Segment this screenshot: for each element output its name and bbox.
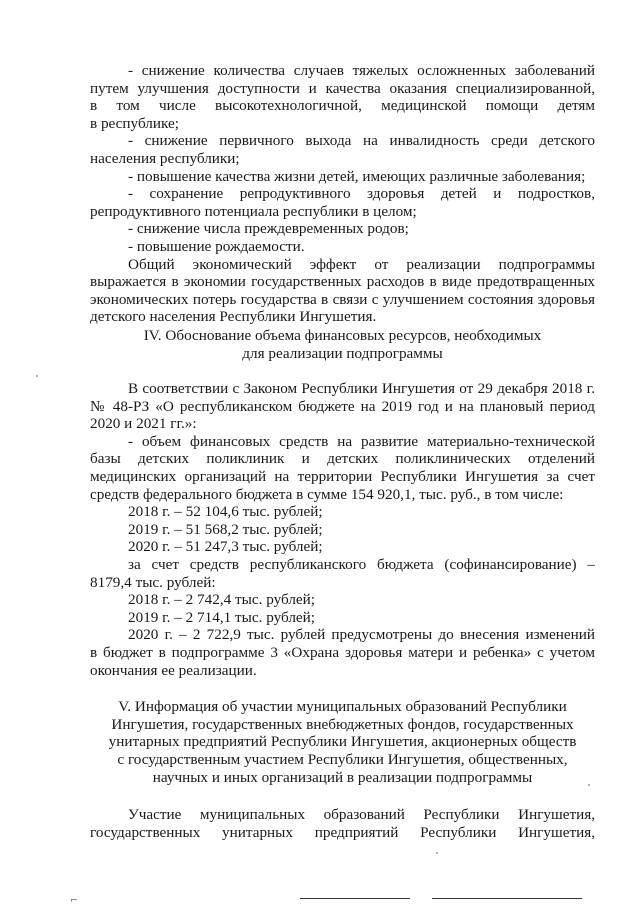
financing-line-1: В соответствии с Законом Республики Ингушетия от 29 декабря 2018 г. [128, 380, 595, 398]
goals-line-3: в том числе высокотехнологичной, медицинской помощи детям [90, 97, 595, 115]
goals-line-15: детского населения Республики Ингушетия. [90, 308, 377, 326]
spacer [90, 786, 595, 806]
goals-line-8: - сохранение репродуктивного здоровья детей и подростков, [128, 185, 595, 203]
financing-line-10: 2020 г. – 51 247,3 тыс. рублей; [128, 538, 323, 556]
spacer [90, 362, 595, 380]
spacer [90, 679, 595, 698]
scan-speck [36, 375, 38, 377]
financing-paragraphs [90, 380, 595, 679]
financing-line-5: базы детских поликлиник и детских поликлинических отделений [90, 450, 595, 468]
financing-line-16: в бюджет в подпрограмме 3 «Охрана здоровья матери и ребенка» с учетом [90, 644, 595, 661]
footer-rule [432, 898, 582, 899]
section-5-title-line-3: унитарных предприятий Республики Ингушетия, акционерных обществ [108, 733, 577, 751]
goals-line-1: - снижение количества случаев тяжелых осложненных заболеваний [128, 62, 595, 79]
goals-list [90, 62, 595, 326]
participation-line-1: Участие муниципальных образований Республики Ингушетия, [128, 806, 595, 824]
financing-line-6: медицинских организаций на территории Республики Ингушетия за счет [90, 468, 595, 486]
financing-line-3: 2020 и 2021 гг.»: [90, 415, 197, 433]
goals-line-9: репродуктивного потенциала республики в целом; [90, 202, 417, 220]
section-5-heading [90, 698, 595, 786]
financing-line-8: 2018 г. – 52 104,6 тыс. рублей; [128, 503, 323, 521]
goals-line-11: - повышение рождаемости. [128, 237, 305, 255]
goals-line-13: выражается в экономии государственных расходов в виде предотвращенных [90, 273, 595, 291]
goals-line-10: - снижение числа преждевременных родов; [128, 220, 409, 238]
document-body [90, 62, 595, 841]
scan-speck [588, 784, 590, 786]
goals-line-6: населения республики; [90, 149, 240, 167]
goals-line-14: экономических потерь государства в связи с улучшением состояния здоровья [90, 290, 595, 308]
section-4-heading [90, 327, 595, 362]
section-5-title-line-1: V. Информация об участии муниципальных образований Республики [118, 698, 567, 716]
financing-line-17: окончания ее реализации. [90, 661, 257, 679]
section-4-title-line-2: для реализации подпрограммы [242, 344, 443, 362]
goals-line-4: в республике; [90, 114, 179, 132]
section-4-title-line-1: IV. Обоснование объема финансовых ресурсов, необходимых [143, 326, 542, 344]
scan-speck [436, 852, 438, 854]
section-5-title-line-5: научных и иных организаций в реализации подпрограммы [152, 768, 533, 786]
footer-rule [300, 898, 410, 899]
financing-line-14: 2019 г. – 2 714,1 тыс. рублей; [128, 608, 316, 626]
scan-mark: ⌐ [70, 896, 78, 906]
participation-paragraph [90, 806, 595, 841]
goals-line-5: - снижение первичного выхода на инвалидность среди детского [128, 132, 595, 150]
financing-line-12: 8179,4 тыс. рублей: [90, 573, 216, 591]
financing-line-7: средств федерального бюджета в сумме 154 920,1, тыс. руб., в том числе: [90, 485, 564, 503]
financing-line-11: за счет средств республиканского бюджета (софинансирование) – [128, 556, 595, 574]
financing-line-15: 2020 г. – 2 722,9 тыс. рублей предусмотрены до внесения изменений [128, 626, 595, 644]
financing-line-13: 2018 г. – 2 742,4 тыс. рублей; [128, 591, 316, 609]
section-5-title-line-2: Ингушетия, государственных внебюджетных фондов, государственных [111, 715, 574, 733]
financing-line-4: - объем финансовых средств на развитие материально-технической [128, 432, 595, 450]
goals-line-12: Общий экономический эффект от реализации подпрограммы [128, 255, 595, 273]
financing-line-2: № 48-РЗ «О республиканском бюджете на 2019 год и на плановый период [90, 397, 595, 415]
financing-line-9: 2019 г. – 51 568,2 тыс. рублей; [128, 520, 323, 538]
goals-line-2: путем улучшения доступности и качества оказания специализированной, [90, 79, 595, 97]
participation-line-2: государственных унитарных предприятий Республики Ингушетия, [90, 823, 595, 841]
section-5-title-line-4: с государственным участием Республики Ингушетия, общественных, [117, 750, 568, 768]
goals-line-7: - повышение качества жизни детей, имеющих различные заболевания; [128, 167, 586, 185]
